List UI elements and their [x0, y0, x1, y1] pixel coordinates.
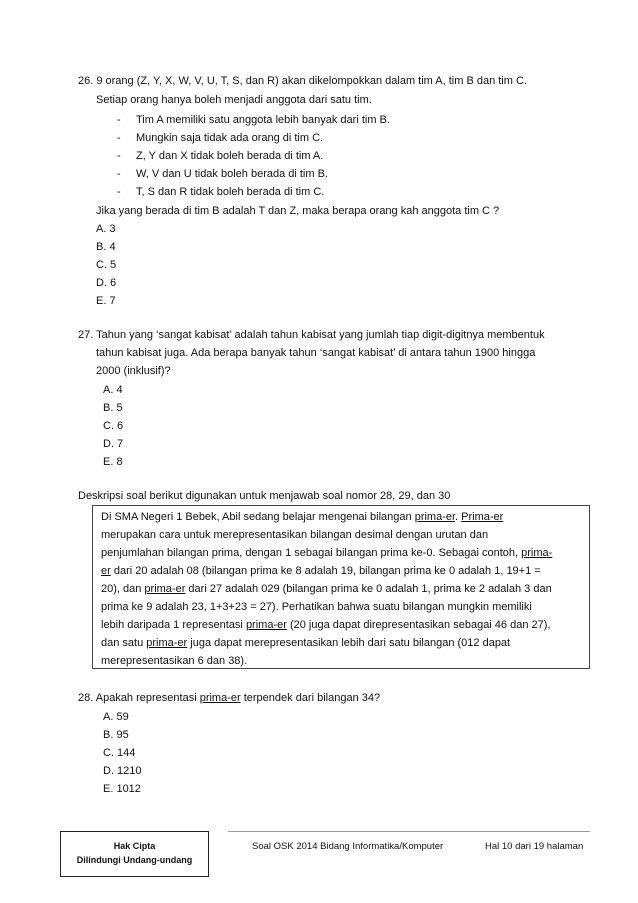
q26-rule: Tim A memiliki satu anggota lebih banyak dari tim B.: [136, 114, 390, 126]
page-number: Hal 10 dari 19 halaman: [485, 841, 584, 852]
copyright-line-1: Hak Cipta: [113, 841, 156, 851]
q26-dash: -: [117, 168, 121, 180]
q27-option[interactable]: C. 6: [103, 420, 124, 432]
q26-option[interactable]: D. 6: [96, 277, 117, 289]
box-line: Di SMA Negeri 1 Bebek, Abil sedang belajar mengenai bilangan prima-er. Prima-er: [101, 511, 504, 523]
box-line: lebih daripada 1 representasi prima-er (20 juga dapat direpresentasikan sebagai 46 dan 27),: [101, 619, 551, 631]
q28-stem: 28. Apakah representasi prima-er terpendek dari bilangan 34?: [78, 692, 381, 704]
q26-rule: T, S dan R tidak boleh berada di tim C.: [136, 186, 325, 198]
q26-dash: -: [117, 114, 121, 126]
q26-option[interactable]: C. 5: [96, 259, 117, 271]
box-line: merupakan cara untuk merepresentasikan bilangan desimal dengan urutan dan: [101, 529, 489, 541]
q26-dash: -: [117, 132, 121, 144]
q26-line2: Setiap orang hanya boleh menjadi anggota dari satu tim.: [96, 94, 372, 106]
q28-option[interactable]: C. 144: [103, 747, 136, 759]
q26-rule: Z, Y dan X tidak boleh berada di tim A.: [136, 150, 324, 162]
q28-option[interactable]: B. 95: [103, 729, 129, 741]
q26-question: Jika yang berada di tim B adalah T dan Z, maka berapa orang kah anggota tim C ?: [96, 205, 500, 217]
box-line: dan satu prima-er juga dapat merepresentasikan lebih dari satu bilangan (012 dapat: [101, 637, 511, 649]
copyright-box: [60, 831, 209, 877]
q27-line: 27. Tahun yang ‘sangat kabisat’ adalah tahun kabisat yang jumlah tiap digit-digitnya membentuk: [78, 329, 545, 341]
q27-option[interactable]: B. 5: [103, 402, 123, 414]
q27-option[interactable]: E. 8: [103, 456, 123, 468]
q26-dash: -: [117, 150, 121, 162]
q27-line: 2000 (inklusif)?: [96, 365, 171, 377]
q26-rule: W, V dan U tidak boleh berada di tim B.: [136, 168, 328, 180]
q26-rule: Mungkin saja tidak ada orang di tim C.: [136, 132, 324, 144]
description-intro: Deskripsi soal berikut digunakan untuk menjawab soal nomor 28, 29, dan 30: [78, 490, 451, 502]
q27-option[interactable]: A. 4: [103, 384, 123, 396]
q26-dash: -: [117, 186, 121, 198]
q27-line: tahun kabisat juga. Ada berapa banyak tahun ‘sangat kabisat’ di antara tahun 1900 hingga: [96, 347, 536, 359]
box-line: prima ke 9 adalah 23, 1+3+23 = 27). Perhatikan bahwa suatu bilangan mungkin memiliki: [101, 601, 532, 613]
box-line: 20), dan prima-er dari 27 adalah 029 (bilangan prima ke 0 adalah 1, prima ke 2 adalah 3 dan: [101, 583, 552, 595]
q28-option[interactable]: A. 59: [103, 711, 129, 723]
q26-option[interactable]: E. 7: [96, 295, 116, 307]
q26-option[interactable]: B. 4: [96, 241, 116, 253]
q28-option[interactable]: E. 1012: [103, 783, 141, 795]
footer-divider: [228, 831, 590, 832]
box-line: er dari 20 adalah 08 (bilangan prima ke 8 adalah 19, bilangan prima ke 0 adalah 1, 19+1 =: [101, 565, 541, 577]
q27-option[interactable]: D. 7: [103, 438, 124, 450]
box-line: penjumlahan bilangan prima, dengan 1 sebagai bilangan prima ke-0. Sebagai contoh, prima-: [101, 547, 553, 559]
q28-option[interactable]: D. 1210: [103, 765, 142, 777]
q26-option[interactable]: A. 3: [96, 223, 116, 235]
q26-stem: 26. 9 orang (Z, Y, X, W, V, U, T, S, dan R) akan dikelompokkan dalam tim A, tim B dan tim C.: [78, 75, 527, 87]
copyright-line-2: Dilindungi Undang-undang: [76, 855, 193, 865]
box-line: merepresentasikan 6 dan 38).: [101, 655, 248, 667]
footer-title: Soal OSK 2014 Bidang Informatika/Komputer: [252, 841, 444, 852]
